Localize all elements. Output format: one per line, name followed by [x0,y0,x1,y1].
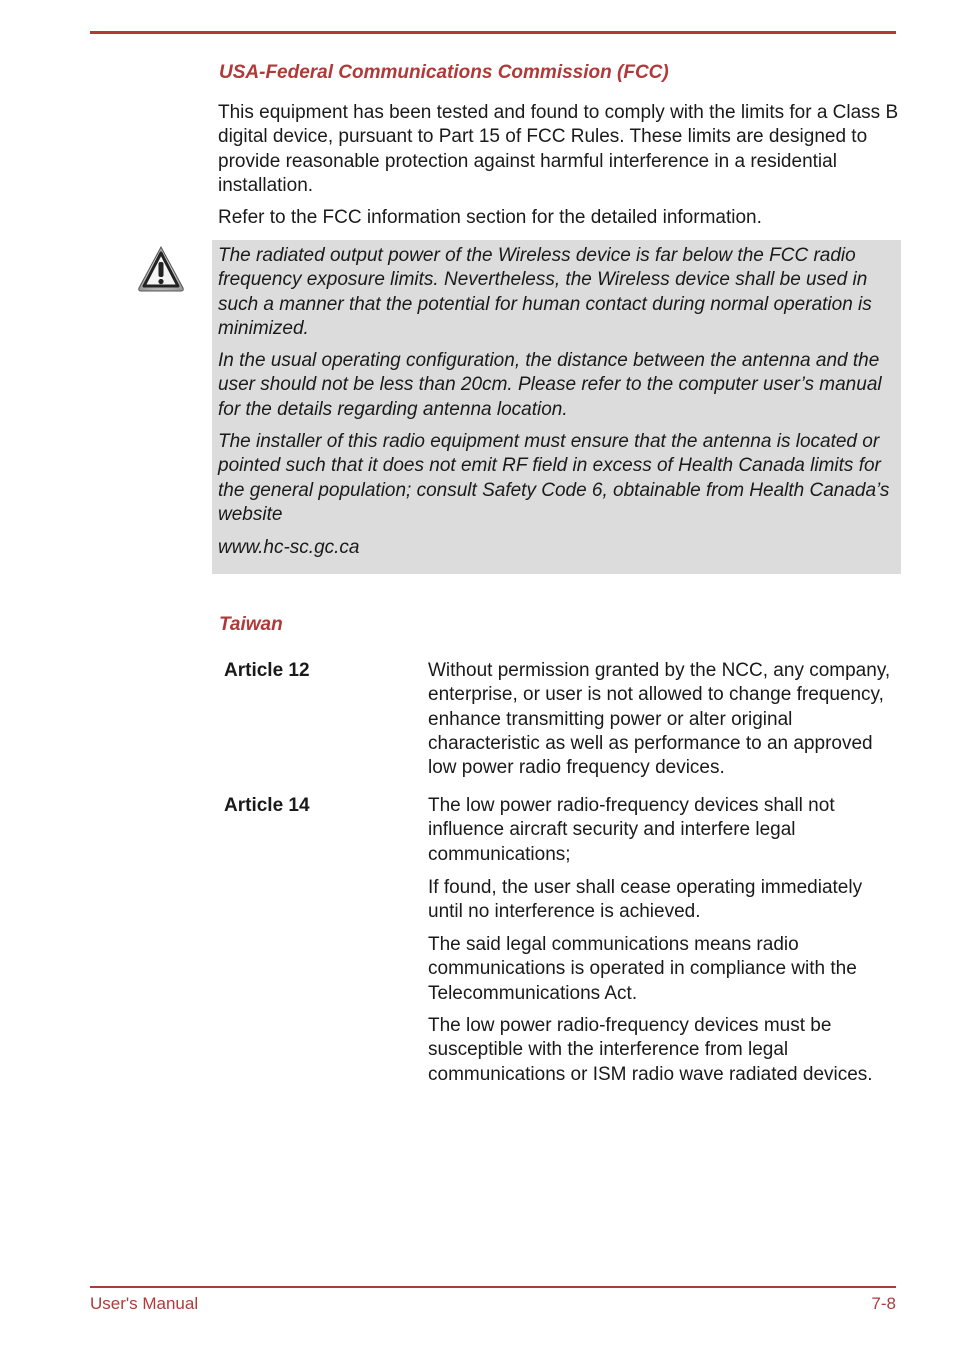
article-text: If found, the user shall cease operating immediately until no interference is achieved. [428,877,863,923]
taiwan-heading: Taiwan [219,614,283,635]
article-label: Article 14 [224,795,310,816]
warning-note-box [212,240,901,574]
footer-rule [90,1286,896,1288]
header-rule [90,31,896,34]
warning-triangle-icon [136,244,186,294]
fcc-heading: USA-Federal Communications Commission (FCC) [219,62,669,83]
article-text: The low power radio-frequency devices must be susceptible with the interference from legal communications or ISM radio wave radiated devices. [428,1015,873,1085]
note-paragraph: In the usual operating configuration, the distance between the antenna and the user should not be less than 20cm. Please refer to the computer user’s manual for the details regarding antenna location. [218,350,882,420]
article-label: Article 12 [224,660,310,681]
footer-page-number: 7-8 [871,1294,896,1313]
fcc-paragraph: Refer to the FCC information section for the detailed information. [218,207,762,228]
note-link-text: www.hc-sc.gc.ca [218,537,360,558]
footer-manual-title: User's Manual [90,1294,199,1313]
fcc-paragraph: This equipment has been tested and found to comply with the limits for a Class B digital device, pursuant to Part 15 of FCC Rules. These limits are designed to provide reasonable protection against harmful interference in a residential installation. [218,102,899,196]
note-paragraph: The installer of this radio equipment must ensure that the antenna is located or pointed such that it does not emit RF field in excess of Health Canada limits for the general population; consult Safety Code 6, obtainable from Health Canada’s website [218,431,890,525]
article-text: The low power radio-frequency devices shall not influence aircraft security and interfere legal communications; [428,795,835,865]
note-paragraph: The radiated output power of the Wireless device is far below the FCC radio frequency exposure limits. Nevertheless, the Wireless device shall be used in such a manner that the potential for human contact during normal operation is minimized. [218,245,872,339]
article-text: The said legal communications means radio communications is operated in compliance with the Telecommunications Act. [428,934,857,1004]
article-text: Without permission granted by the NCC, any company, enterprise, or user is not allowed to change frequency, enhance transmitting power or alter original characteristic as well as performance to an approved low power radio frequency devices. [428,660,891,779]
